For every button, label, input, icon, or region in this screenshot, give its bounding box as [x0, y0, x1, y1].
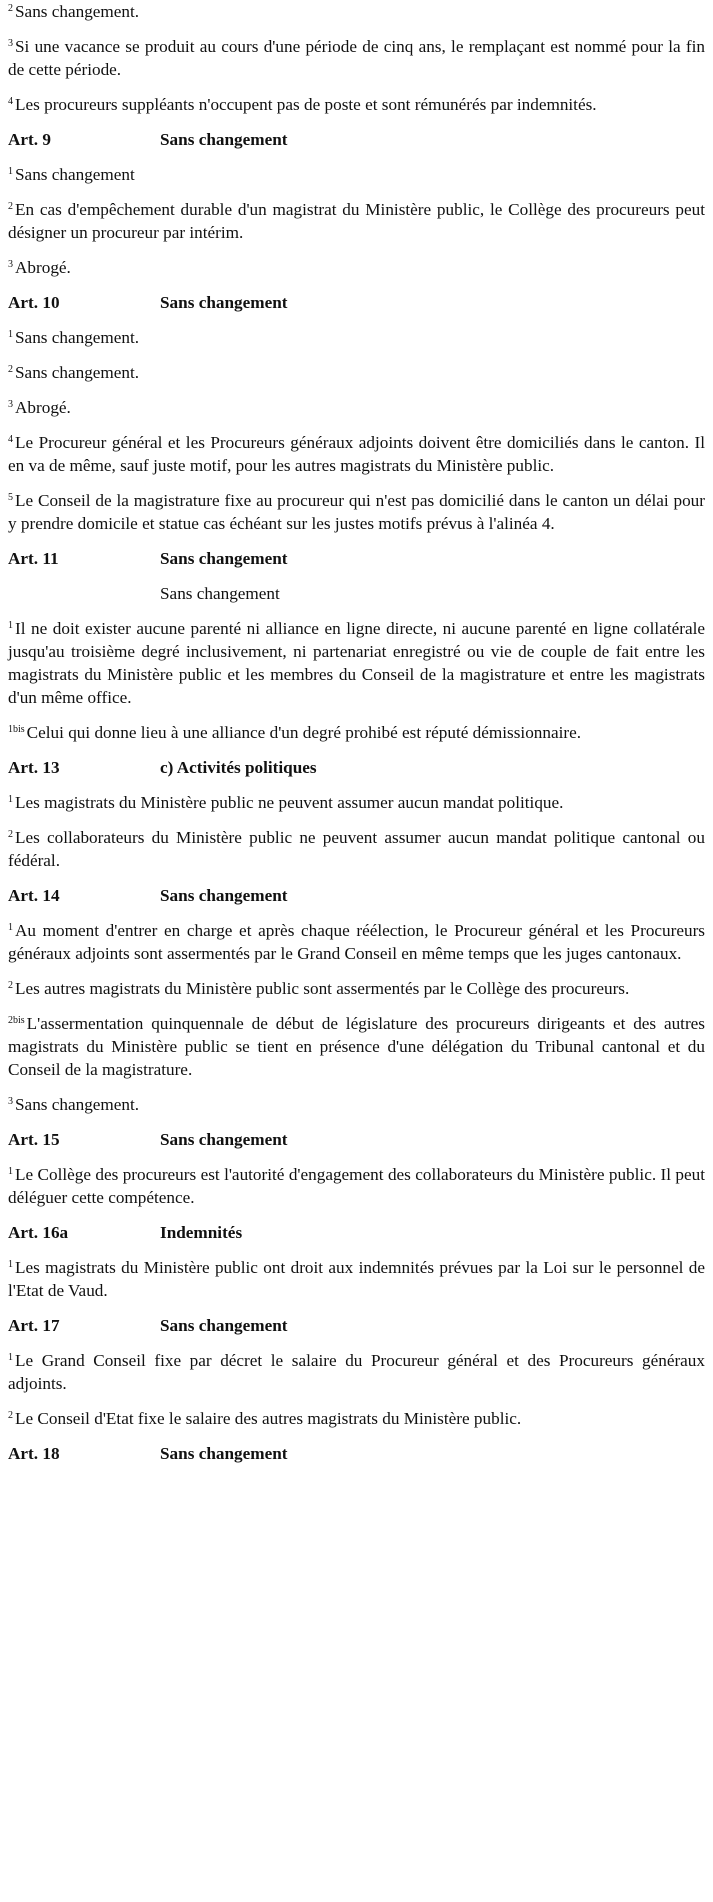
alinea-number: 1 — [8, 1166, 13, 1177]
alinea-text: Abrogé. — [15, 398, 71, 417]
alinea — [8, 163, 705, 186]
article-section — [8, 291, 705, 535]
article-title: Sans changement — [160, 1444, 288, 1463]
alinea-text: Sans changement. — [15, 2, 140, 21]
alinea-text: L'assermentation quinquennale de début de législature des procureurs dirigeants et des autres magistrats du Ministère public se tient en présence d'une délégation du Tribunal cantonal et du Conseil de la magistrature. — [8, 1014, 705, 1079]
article-heading — [8, 1221, 705, 1244]
alinea-text: Les magistrats du Ministère public ne peuvent assumer aucun mandat politique. — [15, 793, 564, 812]
article-number: Art. 13 — [8, 758, 60, 777]
alinea-number: 1 — [8, 1352, 13, 1363]
article-number: Art. 10 — [8, 293, 60, 312]
alinea — [8, 431, 705, 477]
alinea-number: 1 — [8, 1259, 13, 1270]
article-title: Sans changement — [160, 1316, 288, 1335]
alinea-number: 3 — [8, 259, 13, 270]
alinea — [8, 1012, 705, 1081]
alinea — [8, 977, 705, 1000]
alinea-text: Sans changement. — [15, 1095, 140, 1114]
alinea-text: Le Collège des procureurs est l'autorité d'engagement des collaborateurs du Ministère public. Il peut déléguer cette compétence. — [8, 1165, 705, 1207]
alinea — [8, 919, 705, 965]
alinea-text: Les magistrats du Ministère public ont droit aux indemnités prévues par la Loi sur le personnel de l'Etat de Vaud. — [8, 1258, 705, 1300]
alinea-text: Si une vacance se produit au cours d'une période de cinq ans, le remplaçant est nommé pour la fin de cette période. — [8, 37, 705, 79]
alinea-number: 1bis — [8, 724, 25, 735]
article-section — [8, 1221, 705, 1302]
alinea-number: 4 — [8, 96, 13, 107]
alinea — [8, 1163, 705, 1209]
article-heading — [8, 756, 705, 779]
alinea-text: Au moment d'entrer en charge et après chaque réélection, le Procureur général et les Procureurs généraux adjoints sont assermentés par le Grand Conseil en même temps que les juges cantonaux. — [8, 921, 705, 963]
alinea — [8, 93, 705, 116]
alinea-text: Sans changement. — [15, 363, 140, 382]
alinea — [8, 1349, 705, 1395]
article-heading — [8, 1314, 705, 1337]
article-title: Indemnités — [160, 1223, 243, 1242]
article-section — [8, 547, 705, 744]
alinea-number: 2 — [8, 3, 13, 14]
article-section — [8, 1442, 705, 1465]
article-number: Art. 16a — [8, 1223, 69, 1242]
article-title: Sans changement — [160, 1130, 288, 1149]
alinea — [8, 1407, 705, 1430]
alinea-text: Le Procureur général et les Procureurs généraux adjoints doivent être domiciliés dans le canton. Il en va de même, sauf juste motif, pour les autres magistrats du Ministère public. — [8, 433, 705, 475]
article-subheading: Sans changement — [160, 584, 280, 603]
alinea-number: 2 — [8, 980, 13, 991]
alinea — [8, 361, 705, 384]
article-title: Sans changement — [160, 293, 288, 312]
article-heading — [8, 128, 705, 151]
alinea-number: 3 — [8, 399, 13, 410]
alinea — [8, 0, 705, 23]
article-section — [8, 1128, 705, 1209]
article-section — [8, 0, 705, 116]
alinea-text: Sans changement. — [15, 328, 140, 347]
alinea-number: 1 — [8, 794, 13, 805]
alinea — [8, 256, 705, 279]
alinea-text: Sans changement — [15, 165, 135, 184]
alinea — [8, 791, 705, 814]
article-title: Sans changement — [160, 886, 288, 905]
alinea-number: 2 — [8, 364, 13, 375]
alinea-text: Le Conseil d'Etat fixe le salaire des autres magistrats du Ministère public. — [15, 1409, 522, 1428]
alinea-number: 1 — [8, 922, 13, 933]
alinea — [8, 396, 705, 419]
article-section — [8, 1314, 705, 1430]
alinea — [8, 198, 705, 244]
alinea-number: 1 — [8, 620, 13, 631]
alinea-text: Les collaborateurs du Ministère public ne peuvent assumer aucun mandat politique cantonal ou fédéral. — [8, 828, 705, 870]
article-number: Art. 9 — [8, 130, 51, 149]
article-heading — [8, 547, 705, 570]
alinea-text: En cas d'empêchement durable d'un magistrat du Ministère public, le Collège des procureurs peut désigner un procureur par intérim. — [8, 200, 705, 242]
alinea-number: 1 — [8, 166, 13, 177]
alinea-text: Le Conseil de la magistrature fixe au procureur qui n'est pas domicilié dans le canton un délai pour y prendre domicile et statue cas échéant sur les justes motifs prévus à l'alinéa 4. — [8, 491, 705, 533]
alinea-number: 3 — [8, 1096, 13, 1107]
alinea — [8, 617, 705, 709]
article-number: Art. 17 — [8, 1316, 60, 1335]
alinea — [8, 826, 705, 872]
alinea-text: Celui qui donne lieu à une alliance d'un degré prohibé est réputé démissionnaire. — [26, 723, 582, 742]
alinea-text: Abrogé. — [15, 258, 71, 277]
alinea-number: 4 — [8, 434, 13, 445]
alinea — [8, 1256, 705, 1302]
alinea-text: Les procureurs suppléants n'occupent pas de poste et sont rémunérés par indemnités. — [15, 95, 597, 114]
article-section — [8, 884, 705, 1116]
article-heading — [8, 1128, 705, 1151]
alinea-number: 3 — [8, 38, 13, 49]
article-title: c) Activités politiques — [160, 758, 317, 777]
alinea-text: Le Grand Conseil fixe par décret le salaire du Procureur général et des Procureurs généraux adjoints. — [8, 1351, 705, 1393]
article-heading — [8, 291, 705, 314]
article-number: Art. 18 — [8, 1444, 60, 1463]
alinea — [8, 721, 705, 744]
alinea-text: Il ne doit exister aucune parenté ni alliance en ligne directe, ni aucune parenté en ligne collatérale jusqu'au troisième degré inclusivement, ni partenariat enregistré ou vie de couple de fait entre les magistrats du Ministère public et les membres du Conseil de la magistrature et entre les magistrats d'un même office. — [8, 619, 705, 707]
article-heading — [8, 1442, 705, 1465]
article-section — [8, 756, 705, 872]
article-section — [8, 128, 705, 279]
alinea-number: 2 — [8, 829, 13, 840]
alinea-number: 2 — [8, 201, 13, 212]
alinea — [8, 1093, 705, 1116]
alinea — [8, 489, 705, 535]
alinea — [8, 35, 705, 81]
alinea-number: 2 — [8, 1410, 13, 1421]
article-title: Sans changement — [160, 130, 288, 149]
article-title: Sans changement — [160, 549, 288, 568]
alinea-text: Les autres magistrats du Ministère public sont assermentés par le Collège des procureurs. — [15, 979, 630, 998]
article-number: Art. 15 — [8, 1130, 60, 1149]
article-number: Art. 14 — [8, 886, 60, 905]
alinea-number: 1 — [8, 329, 13, 340]
article-number: Art. 11 — [8, 549, 59, 568]
alinea-number: 2bis — [8, 1015, 25, 1026]
alinea-number: 5 — [8, 492, 13, 503]
alinea — [8, 326, 705, 349]
article-heading — [8, 884, 705, 907]
